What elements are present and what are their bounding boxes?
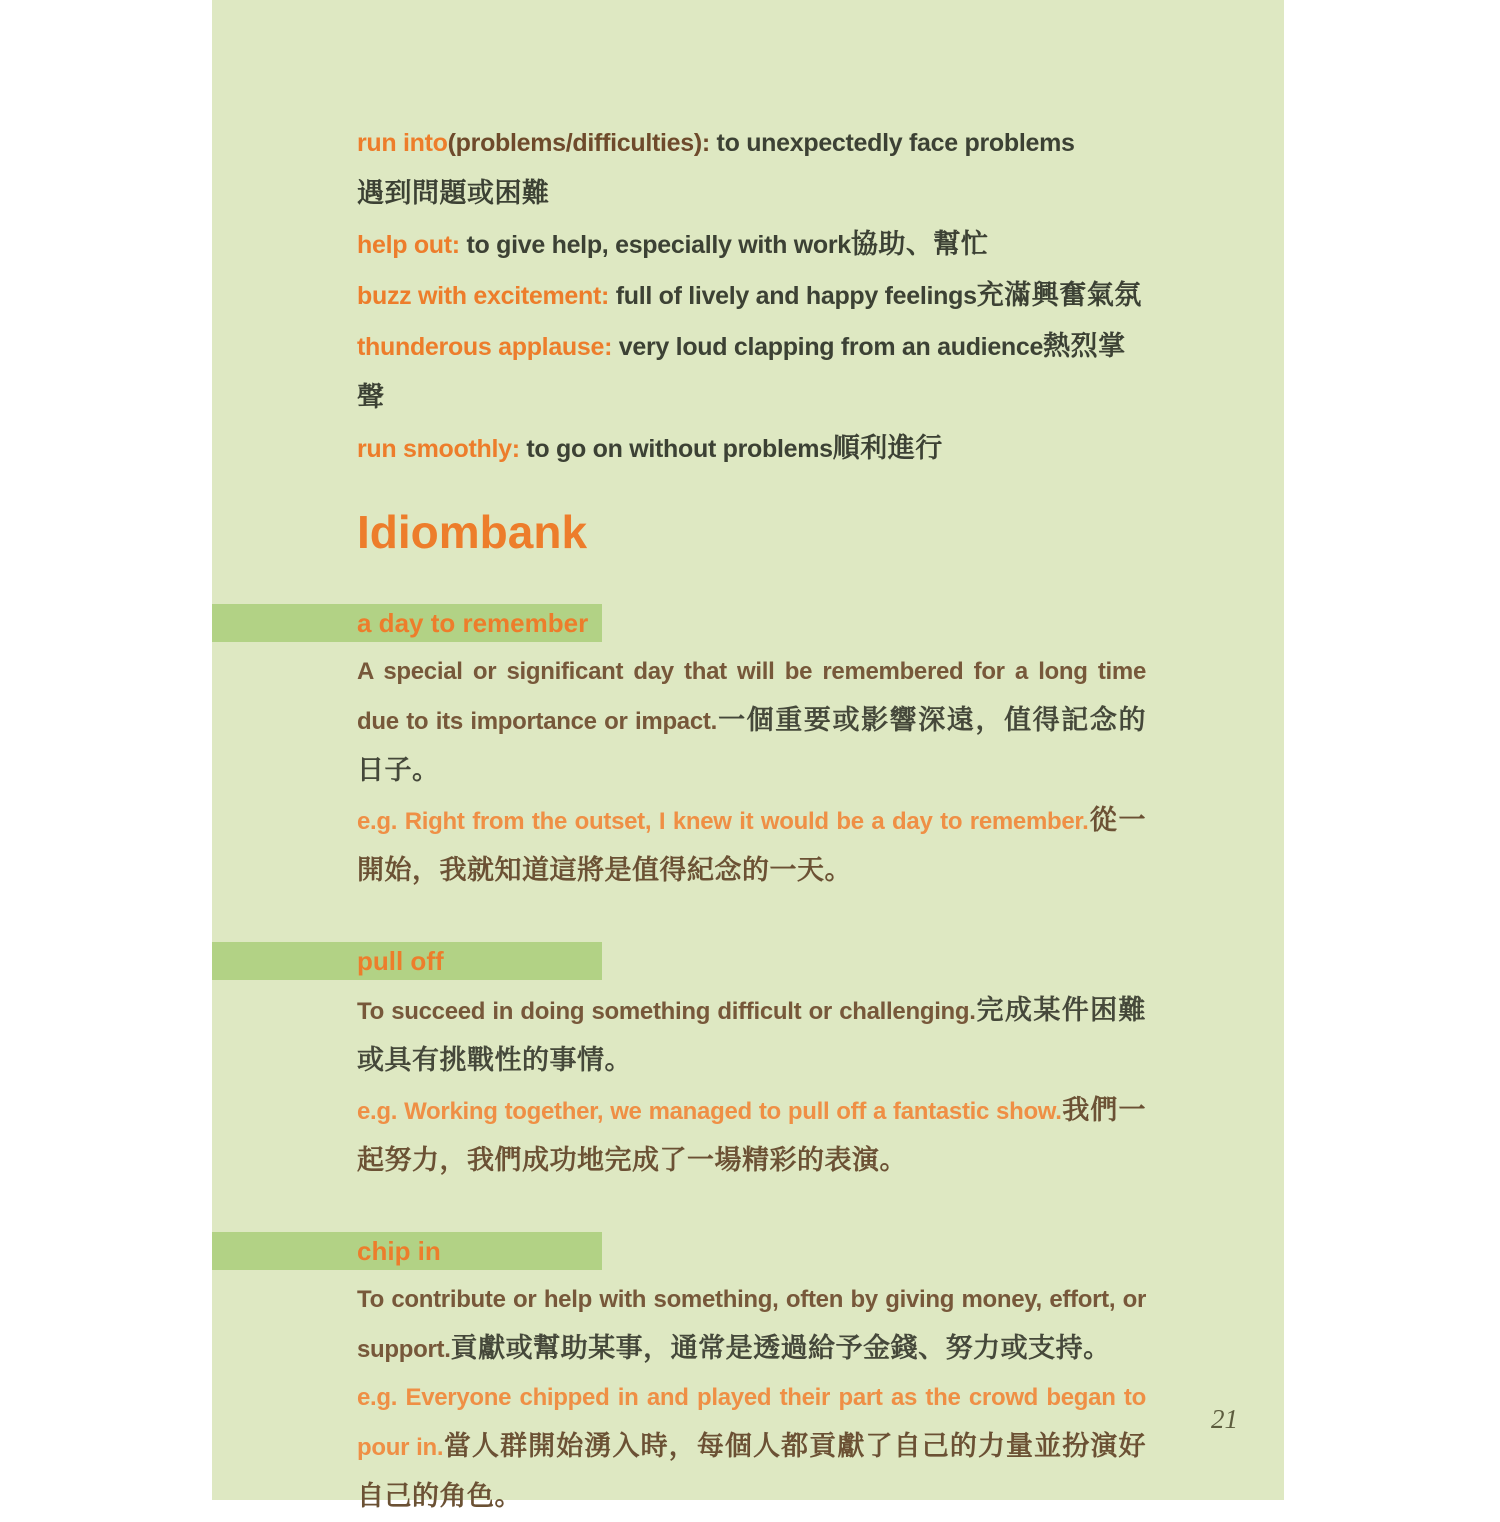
idiombank-heading: Idiombank	[357, 506, 588, 558]
idiom-example-zh: 當人群開始湧入時，每個人都貢獻了自己的力量並扮演好自己的角色。	[357, 1431, 1146, 1511]
idiom-title: a day to remember	[357, 607, 589, 638]
idiom-definition-en: To succeed in doing something difficult or challenging.	[357, 998, 976, 1025]
vocab-definition: full of lively and happy feelings	[609, 282, 977, 310]
vocab-definition-zh: 順利進行	[832, 433, 943, 463]
vocab-definition-zh: 遇到問題或困難	[357, 178, 550, 208]
vocab-entry-run-into	[357, 118, 1146, 168]
idiom-example-zh: 我們一起努力，我們成功地完成了一場精彩的表演。	[357, 1095, 1146, 1175]
vocab-definition: to give help, especially with work	[459, 231, 851, 259]
vocab-phrase: buzz with excitement:	[357, 282, 610, 310]
vocab-entry-help-out	[357, 219, 1146, 270]
idiom-example-zh: 從一開始，我就知道這將是值得紀念的一天。	[357, 805, 1147, 885]
idiom-title: chip in	[357, 1235, 441, 1266]
idiom-title: pull off	[357, 945, 444, 976]
idiom-example-en: e.g. Everyone chipped in and played their part as the crowd began to pour in.	[357, 1384, 1146, 1461]
idiom-section-a-day-to-remember	[212, 604, 1284, 896]
worksheet-page	[212, 0, 1284, 1511]
idiom-example-en: e.g. Right from the outset, I knew it would be a day to remember.	[357, 808, 1089, 835]
vocab-phrase: run smoothly:	[357, 435, 520, 463]
idiom-definition-zh: 一個重要或影響深遠，值得記念的日子。	[357, 705, 1146, 785]
idiom-definition-en: A special or significant day that will be remembered for a long time due to its importance or impact.	[357, 658, 1146, 735]
idiom-section-pull-off	[212, 942, 1284, 1186]
vocab-definition-zh: 充滿興奮氣氛	[976, 280, 1142, 310]
idiom-example-en: e.g. Working together, we managed to pull off a fantastic show.	[357, 1098, 1062, 1125]
idiom-definition	[357, 648, 1146, 796]
vocab-definition: to unexpectedly face problems	[709, 129, 1075, 157]
vocab-entry-thunderous-applause	[357, 321, 1146, 423]
vocab-entry-run-into-zh	[357, 168, 1146, 219]
idiom-definition-zh: 完成某件困難或具有挑戰性的事情。	[357, 995, 1146, 1075]
vocab-entry-buzz-with-excitement	[357, 270, 1146, 321]
page-content	[212, 0, 1284, 1522]
vocab-phrase: thunderous applause:	[357, 333, 613, 361]
idiom-example	[357, 796, 1146, 896]
idiom-definition	[357, 986, 1146, 1086]
vocab-list	[212, 118, 1284, 474]
idiom-definition-zh: 貢獻或幫助某事，通常是透過給予金錢、努力或支持。	[450, 1333, 1111, 1363]
vocab-phrase-paren: (problems/difficulties):	[447, 129, 710, 157]
vocab-entry-run-smoothly	[357, 423, 1146, 474]
vocab-definition: very loud clapping from an audience	[612, 333, 1044, 361]
idiom-title-bar	[212, 942, 602, 980]
idiom-section-chip-in	[212, 1232, 1284, 1522]
vocab-definition-zh: 協助、幫忙	[850, 229, 989, 259]
vocab-definition-zh: 熱烈掌聲	[357, 331, 1126, 412]
idiom-definition	[357, 1276, 1146, 1374]
idiom-example	[357, 1086, 1146, 1186]
idiom-definition-en: To contribute or help with something, often by giving money, effort, or support.	[357, 1286, 1146, 1363]
vocab-phrase: run into	[357, 129, 448, 157]
vocab-phrase: help out:	[357, 231, 460, 259]
page-number: 21	[1211, 1404, 1238, 1434]
idiom-title-bar	[212, 1232, 602, 1270]
idiom-title-bar	[212, 604, 602, 642]
vocab-definition: to go on without problems	[519, 435, 833, 463]
